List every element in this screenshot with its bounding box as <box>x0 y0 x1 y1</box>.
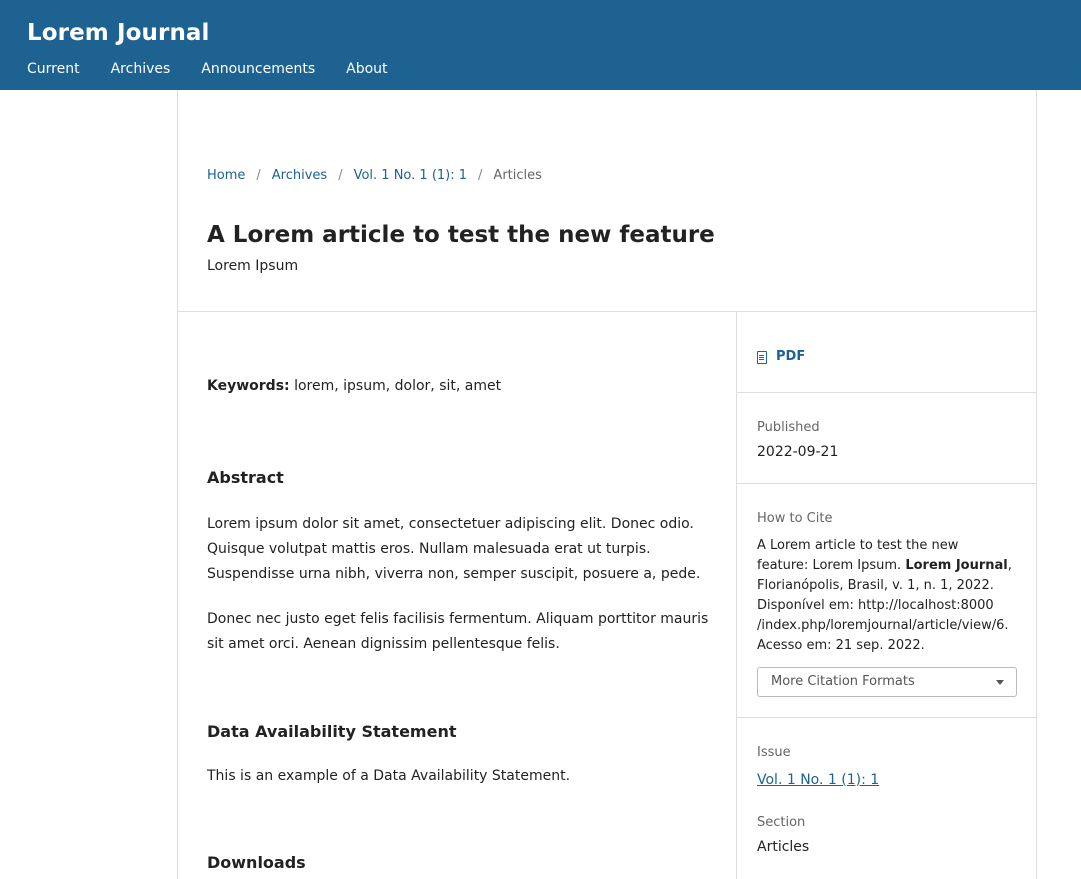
keywords <box>207 378 501 394</box>
data-availability-heading: Data Availability Statement <box>207 722 457 741</box>
content-frame <box>177 90 1037 879</box>
column-divider <box>736 311 737 879</box>
keywords-label: Keywords: <box>207 378 290 394</box>
nav-item-announcements[interactable]: Announcements <box>201 61 316 77</box>
breadcrumb <box>207 168 542 183</box>
citation-text <box>757 536 1012 656</box>
article-authors: Lorem Ipsum <box>207 258 299 274</box>
breadcrumb-archives[interactable]: Archives <box>271 168 328 183</box>
main-nav <box>27 61 419 77</box>
downloads-heading: Downloads <box>207 853 306 872</box>
breadcrumb-issue[interactable]: Vol. 1 No. 1 (1): 1 <box>353 168 468 183</box>
citation-prefix: A Lorem article to test the new feature: Lorem Ipsum. <box>757 538 959 573</box>
section-value: Articles <box>757 839 810 855</box>
keywords-value: lorem, ipsum, dolor, sit, amet <box>294 378 502 394</box>
site-header <box>0 0 1081 90</box>
citation-journal: Lorem Journal <box>905 558 1008 573</box>
nav-item-about[interactable]: About <box>346 61 388 77</box>
issue-link[interactable]: Vol. 1 No. 1 (1): 1 <box>757 772 880 788</box>
sidebar-divider <box>737 392 1037 393</box>
header-divider <box>177 311 1037 312</box>
pdf-galley-label: PDF <box>776 349 806 364</box>
breadcrumb-separator: / <box>256 168 261 183</box>
citation-suffix: , Florianópolis, Brasil, v. 1, n. 1, 2022. Disponível em: http://localhost:8000 /index.php/loremjournal/article/view/6. Acesso em: 21 sep. 2022. <box>757 558 1012 653</box>
published-label: Published <box>757 420 820 435</box>
sidebar-divider <box>737 483 1037 484</box>
citation-formats-dropdown[interactable] <box>757 667 1017 697</box>
data-availability-text: This is an example of a Data Availability Statement. <box>207 768 571 784</box>
abstract-heading: Abstract <box>207 468 284 487</box>
caret-down-icon <box>996 680 1004 685</box>
abstract-paragraph: Donec nec justo eget felis facilisis fermentum. Aliquam porttitor mauris sit amet orci. Aenean dignissim pellentesque felis. <box>207 611 709 652</box>
pdf-file-icon <box>757 351 767 364</box>
issue-link-wrap <box>757 769 879 788</box>
breadcrumb-separator: / <box>338 168 343 183</box>
breadcrumb-separator: / <box>478 168 483 183</box>
article-title: A Lorem article to test the new feature <box>207 222 715 248</box>
breadcrumb-home[interactable]: Home <box>207 168 246 183</box>
abstract-paragraph: Lorem ipsum dolor sit amet, consectetuer adipiscing elit. Donec odio. Quisque volutpat mattis eros. Nullam malesuada erat ut turpis. Suspendisse urna nibh, viverra non, semper suscipit, posuere a, pede. <box>207 516 701 582</box>
site-title[interactable]: Lorem Journal <box>27 20 210 46</box>
citation-formats-label: More Citation Formats <box>771 674 915 689</box>
pdf-galley-link[interactable] <box>757 349 805 364</box>
how-to-cite-label: How to Cite <box>757 511 833 526</box>
published-value: 2022-09-21 <box>757 444 839 460</box>
breadcrumb-current: Articles <box>493 168 542 183</box>
issue-label: Issue <box>757 745 791 760</box>
section-label: Section <box>757 815 806 830</box>
sidebar-divider <box>737 717 1037 718</box>
nav-item-archives[interactable]: Archives <box>110 61 171 77</box>
nav-item-current[interactable]: Current <box>27 61 80 77</box>
